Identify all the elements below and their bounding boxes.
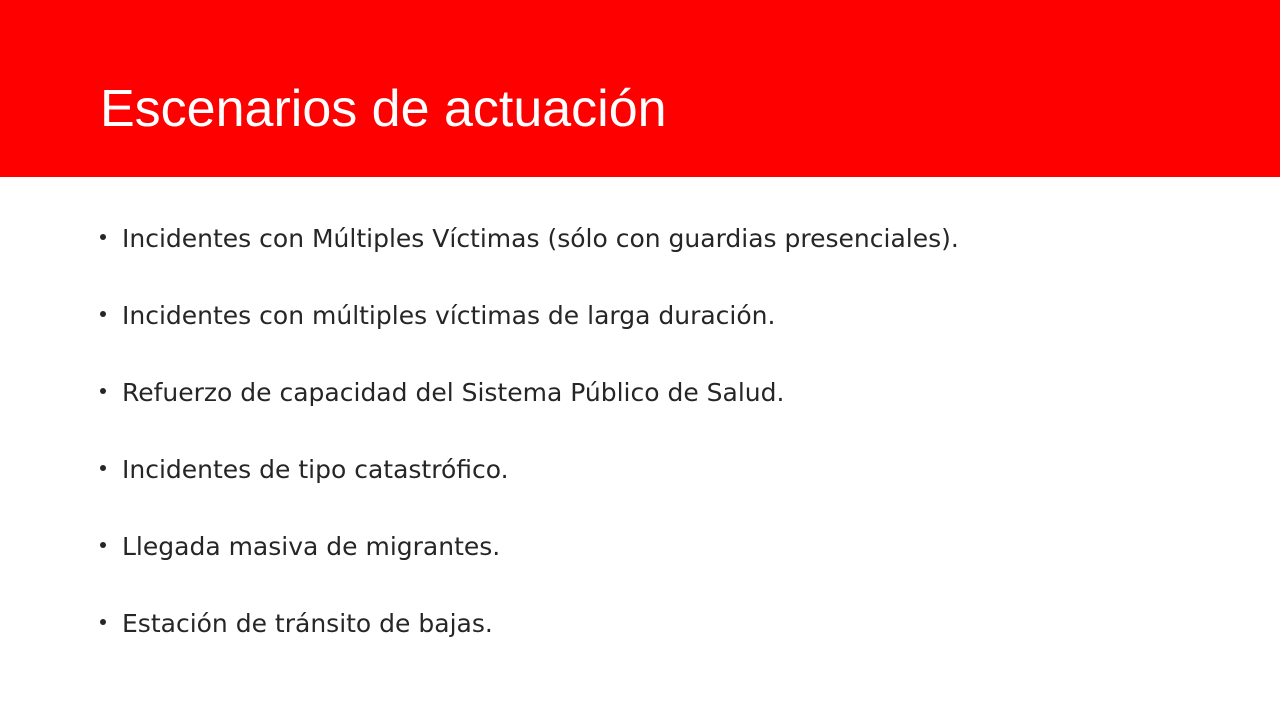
- bullet-text: Incidentes con múltiples víctimas de larga duración.: [122, 301, 776, 330]
- bullet-item: [100, 585, 959, 662]
- bullet-item: [100, 277, 959, 354]
- bullet-item: [100, 200, 959, 277]
- bullet-item: [100, 431, 959, 508]
- bullet-dot-icon: [100, 388, 106, 394]
- bullet-item: [100, 354, 959, 431]
- bullet-text: Incidentes de tipo catastrófico.: [122, 455, 509, 484]
- bullet-text: Estación de tránsito de bajas.: [122, 609, 493, 638]
- bullet-dot-icon: [100, 465, 106, 471]
- bullet-dot-icon: [100, 234, 106, 240]
- bullet-text: Refuerzo de capacidad del Sistema Público de Salud.: [122, 378, 785, 407]
- bullet-dot-icon: [100, 542, 106, 548]
- bullet-list: [100, 200, 959, 662]
- bullet-item: [100, 508, 959, 585]
- bullet-dot-icon: [100, 311, 106, 317]
- title-bar: [0, 0, 1280, 177]
- bullet-text: Incidentes con Múltiples Víctimas (sólo con guardias presenciales).: [122, 224, 959, 253]
- bullet-text: Llegada masiva de migrantes.: [122, 532, 501, 561]
- bullet-dot-icon: [100, 619, 106, 625]
- slide-title: Escenarios de actuación: [100, 80, 667, 138]
